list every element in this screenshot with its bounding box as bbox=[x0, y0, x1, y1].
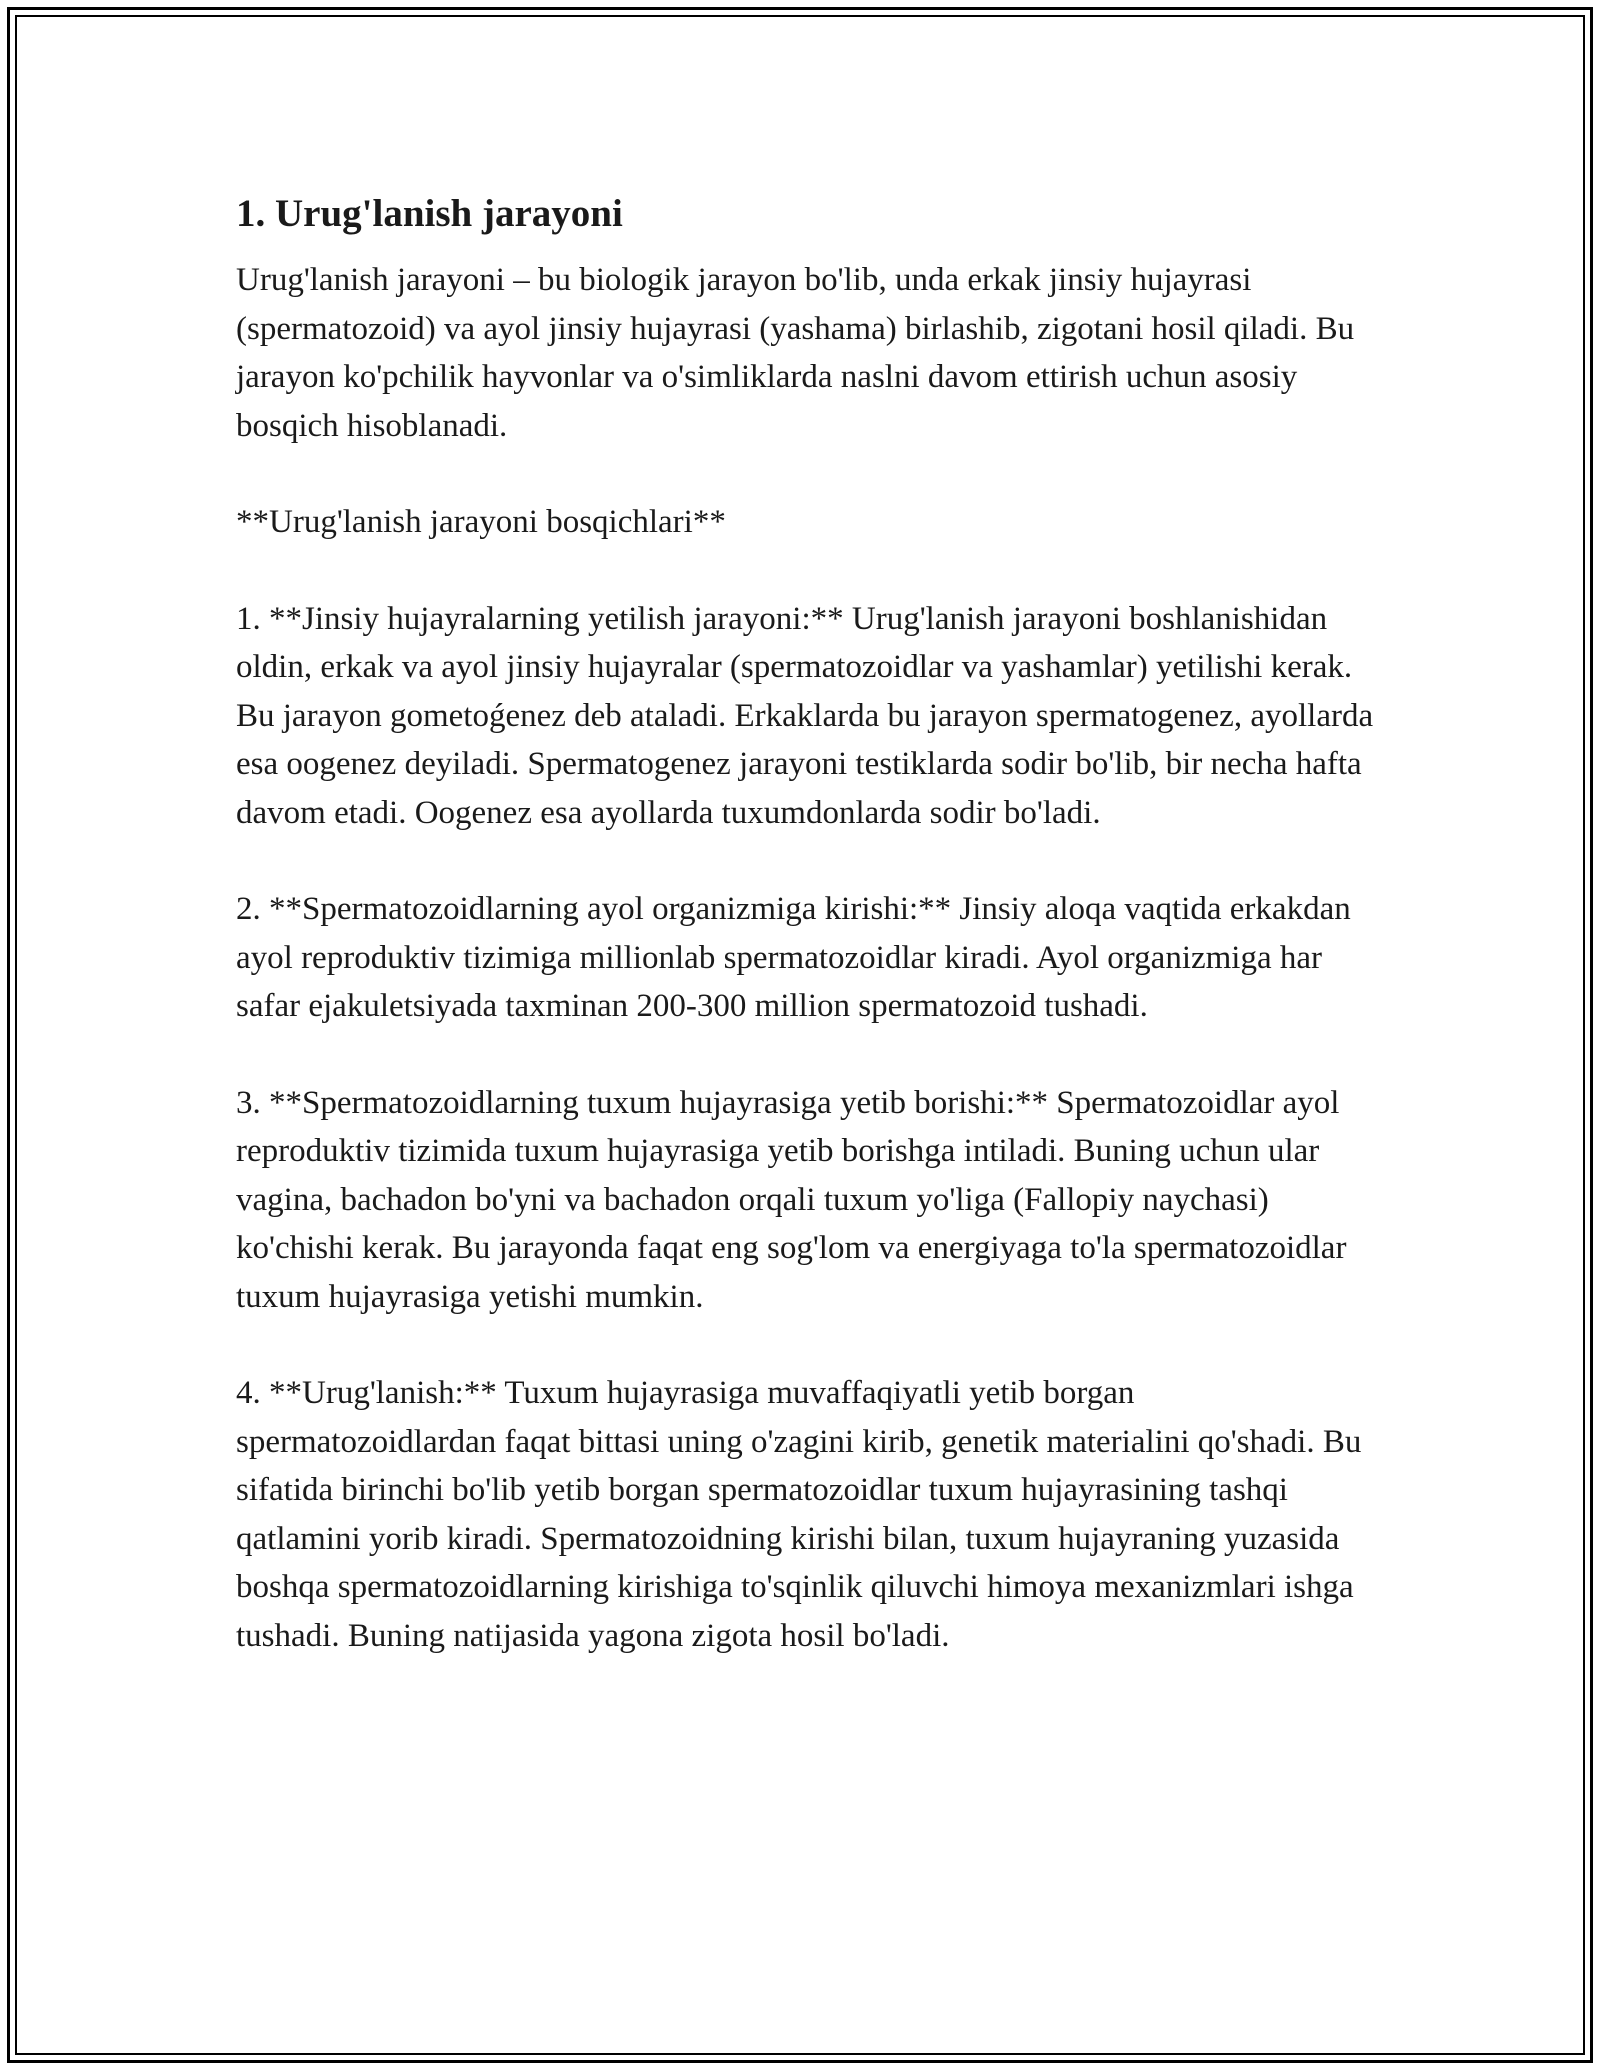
section-heading-paragraph: **Urug'lanish jarayoni bosqichlari** bbox=[236, 504, 726, 540]
step-1-paragraph: 1. **Jinsiy hujayralarning yetilish jarayoni:** Urug'lanish jarayoni boshlanishidan oldin, erkak va ayol jinsiy hujayralar (spermatozoidlar va yashamlar) yetilishi kerak. Bu jarayon gometoǵenez deb ataladi. Erkaklarda bu jarayon spermatogenez, ayollarda esa oogenez deyiladi. Spermatogenez jarayoni testiklarda sodir bo'lib, bir necha hafta davom etadi. Oogenez esa ayollarda tuxumdonlarda sodir bo'ladi. bbox=[236, 600, 1374, 831]
intro-paragraph: Urug'lanish jarayoni – bu biologik jarayon bo'lib, unda erkak jinsiy hujayrasi (spermatozoid) va ayol jinsiy hujayrasi (yashama) birlashib, zigotani hosil qiladi. Bu jarayon ko'pchilik hayvonlar va o'simliklarda naslni davom ettirish uchun asosiy bosqich hisoblanadi. bbox=[236, 262, 1355, 444]
document-title: 1. Urug'lanish jarayoni bbox=[236, 192, 623, 235]
step-3-paragraph: 3. **Spermatozoidlarning tuxum hujayrasiga yetib borishi:** Spermatozoidlar ayol reproduktiv tizimida tuxum hujayrasiga yetib borishga intiladi. Buning uchun ular vagina, bachadon bo'yni va bachadon orqali tuxum yo'liga (Fallopiy naychasi) ko'chishi kerak. Bu jarayonda faqat eng sog'lom va energiyaga to'la spermatozoidlar tuxum hujayrasiga yetishi mumkin. bbox=[236, 1084, 1347, 1315]
document-body bbox=[236, 186, 1376, 1708]
step-4-paragraph: 4. **Urug'lanish:** Tuxum hujayrasiga muvaffaqiyatli yetib borgan spermatozoidlardan faqat bittasi uning o'zagini kirib, genetik materialini qo'shadi. Bu sifatida birinchi bo'lib yetib borgan spermatozoidlar tuxum hujayrasining tashqi qatlamini yorib kiradi. Spermatozoidning kirishi bilan, tuxum hujayraning yuzasida boshqa spermatozoidlarning kirishiga to'sqinlik qiluvchi himoya mexanizmlari ishga tushadi. Buning natijasida yagona zigota hosil bo'ladi. bbox=[236, 1375, 1362, 1654]
step-2-paragraph: 2. **Spermatozoidlarning ayol organizmiga kirishi:** Jinsiy aloqa vaqtida erkakdan ayol reproduktiv tizimiga millionlab spermatozoidlar kiradi. Ayol organizmiga har safar ejakuletsiyada taxminan 200-300 million spermatozoid tushadi. bbox=[236, 891, 1351, 1024]
